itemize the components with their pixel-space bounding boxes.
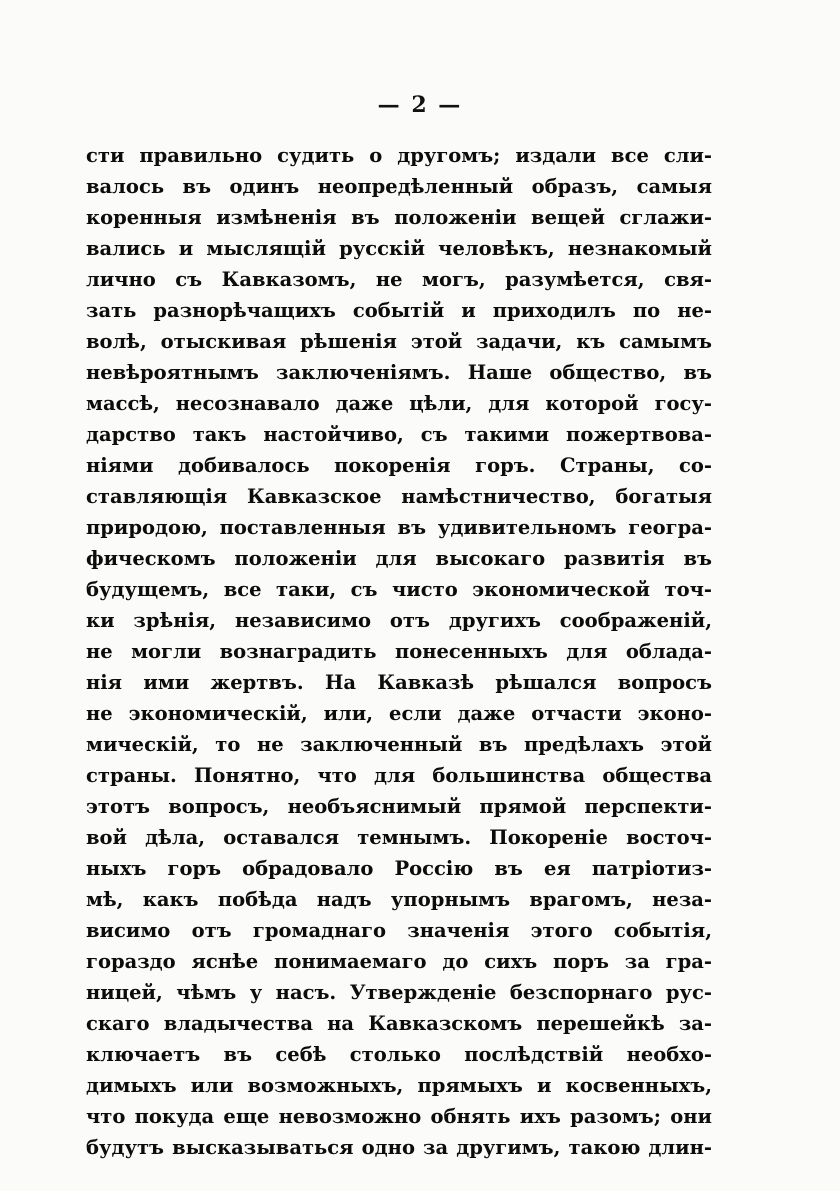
text-line: нія ими жертвъ. На Кавказѣ рѣшался вопросъ <box>86 671 712 694</box>
text-line: ницей, чѣмъ у насъ. Утвержденіе безспорнаго рус- <box>86 981 712 1004</box>
text-line: будущемъ, все таки, съ чисто экономической точ- <box>86 578 712 601</box>
text-line: ныхъ горъ обрадовало Россію въ ея патріотиз- <box>86 857 712 880</box>
text-line: вой дѣла, оставался темнымъ. Покореніе восточ- <box>86 826 712 849</box>
body-text <box>86 140 712 1163</box>
text-line: зать разнорѣчащихъ событій и приходилъ по не- <box>86 299 712 322</box>
text-line: ніями добивалось покоренія горъ. Страны, со- <box>86 454 712 477</box>
text-line: лично съ Кавказомъ, не могъ, разумѣется, свя- <box>86 268 712 291</box>
text-line: коренныя измѣненія въ положеніи вещей сглажи- <box>86 206 712 229</box>
text-line: ключаетъ въ себѣ столько послѣдствій необхо- <box>86 1043 712 1066</box>
text-line: мѣ, какъ побѣда надъ упорнымъ врагомъ, неза- <box>86 888 712 911</box>
text-line: не экономическій, или, если даже отчасти эконо- <box>86 702 712 725</box>
text-line: висимо отъ громаднаго значенія этого событія, <box>86 919 712 942</box>
text-line: что покуда еще невозможно обнять ихъ разомъ; они <box>86 1105 712 1128</box>
text-line: фическомъ положеніи для высокаго развитія въ <box>86 547 712 570</box>
text-line: массѣ, несознавало даже цѣли, для которой госу- <box>86 392 712 415</box>
text-line: димыхъ или возможныхъ, прямыхъ и косвенныхъ, <box>86 1074 712 1097</box>
text-line: гораздо яснѣе понимаемаго до сихъ поръ за гра- <box>86 950 712 973</box>
text-line: невѣроятнымъ заключеніямъ. Наше общество, въ <box>86 361 712 384</box>
text-line: не могли вознаградить понесенныхъ для облада- <box>86 640 712 663</box>
text-line: дарство такъ настойчиво, съ такими пожертвова- <box>86 423 712 446</box>
text-line: валось въ одинъ неопредѣленный образъ, самыя <box>86 175 712 198</box>
page-number: — 2 — <box>377 92 463 118</box>
text-line: этотъ вопросъ, необъяснимый прямой перспекти- <box>86 795 712 818</box>
text-line: природою, поставленныя въ удивительномъ геогра- <box>86 516 712 539</box>
text-line: ставляющія Кавказское намѣстничество, богатыя <box>86 485 712 508</box>
text-line: скаго владычества на Кавказскомъ перешейкѣ за- <box>86 1012 712 1035</box>
text-line: волѣ, отыскивая рѣшенія этой задачи, къ самымъ <box>86 330 712 353</box>
text-line: вались и мыслящій русскій человѣкъ, незнакомый <box>86 237 712 260</box>
text-line: мическій, то не заключенный въ предѣлахъ этой <box>86 733 712 756</box>
text-line: будутъ высказываться одно за другимъ, такою длин- <box>86 1136 712 1159</box>
text-line: страны. Понятно, что для большинства общества <box>86 764 712 787</box>
text-line: ки зрѣнія, независимо отъ другихъ соображеній, <box>86 609 712 632</box>
text-line: сти правильно судить о другомъ; издали все сли- <box>86 144 712 167</box>
